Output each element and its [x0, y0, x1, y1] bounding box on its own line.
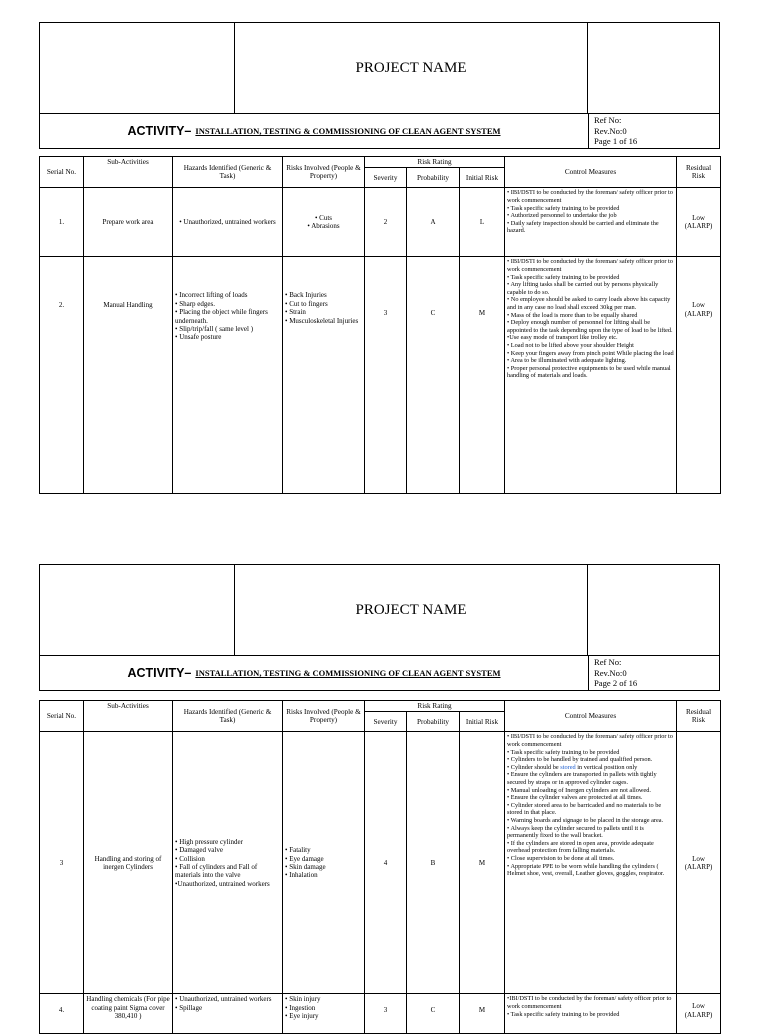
col-hazards: Hazards Identified (Generic & Task) — [173, 701, 283, 732]
risk-assessment-table-page2 — [39, 700, 721, 1034]
list-item: •Unauthorized, untrained workers — [175, 879, 270, 888]
logo-cell-right — [587, 23, 719, 113]
col-risk-rating: Risk Rating — [365, 701, 505, 712]
activity-cell: Handling and storing of inergen Cylinders — [84, 732, 173, 994]
risks-cell — [283, 732, 365, 994]
list-item: • Collision — [175, 854, 205, 863]
ref-no: Ref No: — [594, 657, 622, 668]
highlighted-word: stored — [560, 763, 576, 771]
document-ref-block — [588, 114, 719, 148]
risks-cell — [283, 188, 365, 257]
page-number: Page 1 of 16 — [594, 136, 638, 147]
severity-cell: 3 — [365, 257, 407, 494]
col-severity: Severity — [365, 168, 407, 188]
list-item: • Any lifting tasks shall be carried out by persons physically capable to do so. — [507, 281, 659, 296]
list-item: • Task specific safety training to be provided — [507, 1010, 620, 1018]
activity-label: ACTIVITY– — [127, 124, 192, 138]
activity-cell: Manual Handling — [84, 257, 173, 494]
logo-cell-left — [40, 565, 235, 655]
table-row — [40, 732, 721, 994]
probability-cell: C — [407, 994, 460, 1034]
list-item: • Manual unloading of Inergen cylinders are not allowed. — [507, 786, 651, 794]
col-risks: Risks Involved (People & Property) — [283, 157, 365, 188]
list-item: • IBI/DSTI to be conducted by the foreman/ safety officer prior to work commencement — [507, 258, 673, 273]
list-item: • Task specific safety training to be provided — [507, 748, 620, 756]
col-probability: Probability — [407, 712, 460, 732]
list-item: • Ensure the cylinders are transported in pallets with tightly secured by straps or in approved cylinder cages. — [507, 771, 657, 786]
col-sub-activities: Sub-Activities — [84, 701, 173, 732]
table-row — [40, 994, 721, 1034]
initial-risk-cell: M — [460, 994, 505, 1034]
serial-cell: 2. — [40, 257, 84, 494]
probability-cell: C — [407, 257, 460, 494]
list-item: • Authorized personnel to undertake the job — [507, 212, 617, 220]
activity-description: INSTALLATION, TESTING & COMMISSIONING OF CLEAN AGENT SYSTEM — [195, 668, 501, 678]
activity-cell: Handling chemicals (For pipe coating paint Sigma cover 380,410 ) — [84, 994, 173, 1034]
list-item: • Skin damage — [285, 862, 326, 871]
list-item: • Fatality — [285, 846, 311, 855]
list-item: • Eye injury — [285, 1012, 319, 1021]
list-item: • Fall of cylinders and Fall of materials into the valve — [175, 862, 258, 880]
list-item: • Deploy enough number of personnel for lifting shall be appointed to the task depending upon the type of load to be lifted. — [507, 319, 673, 334]
list-item: •Use easy mode of transport like trolley etc. — [507, 334, 618, 342]
list-item: • IBI/DSTI to be conducted by the foreman/ safety officer prior to work commencement — [507, 733, 673, 748]
list-item: • Close supervision to be done at all times. — [507, 854, 615, 862]
list-item: • Unauthorized, untrained workers — [179, 218, 276, 227]
page-number: Page 2 of 16 — [594, 678, 638, 689]
list-item: • Musculoskeletal Injuries — [285, 316, 359, 325]
col-severity: Severity — [365, 712, 407, 732]
list-item: • Area to be illuminated with adequate lighting. — [507, 357, 627, 365]
serial-cell: 3 — [40, 732, 84, 994]
residual-risk-cell: Low (ALARP) — [677, 188, 721, 257]
list-item: • Load not to be lifted above your shoulder Height — [507, 341, 634, 349]
list-item: • Unauthorized, untrained workers — [175, 995, 272, 1004]
col-initial-risk: Initial Risk — [460, 168, 505, 188]
severity-cell: 3 — [365, 994, 407, 1034]
list-item: • Cylinder stored area to be barricaded and no materials to be stored in that place. — [507, 801, 662, 817]
col-residual-risk: Residual Risk — [677, 701, 721, 732]
list-item: • Skin injury — [285, 995, 321, 1004]
list-item: • Keep your fingers away from pinch point While placing the load — [507, 349, 674, 357]
controls-cell — [505, 994, 677, 1034]
col-risk-rating: Risk Rating — [365, 157, 505, 168]
activity-cell: Prepare work area — [84, 188, 173, 257]
col-sub-activities: Sub-Activities — [84, 157, 173, 188]
controls-cell — [505, 732, 677, 994]
list-item: • Warning boards and signage to be placed in the storage area. — [507, 816, 664, 824]
list-item: • Ensure the cylinder valves are protected at all times. — [507, 794, 643, 802]
col-serial: Serial No. — [40, 701, 84, 732]
hazards-cell — [173, 188, 283, 257]
list-item: • High pressure cylinder — [175, 837, 243, 846]
list-item: • Back Injuries — [285, 291, 327, 300]
project-name: PROJECT NAME — [355, 601, 467, 618]
page2-header — [39, 564, 720, 691]
list-item: • Eye damage — [285, 854, 324, 863]
risks-cell — [283, 994, 365, 1034]
list-item: • Inhalation — [285, 871, 318, 880]
list-item: • Strain — [285, 308, 306, 317]
col-risks: Risks Involved (People & Property) — [283, 701, 365, 732]
list-item: • Task specific safety training to be provided — [507, 204, 620, 212]
list-item: • Cylinders to be handled by trained and qualified person. — [507, 756, 653, 764]
list-item: • Damaged valve — [175, 846, 223, 855]
list-item: • Abrasions — [307, 222, 340, 231]
table-row — [40, 188, 721, 257]
ref-no: Ref No: — [594, 115, 622, 126]
severity-cell: 4 — [365, 732, 407, 994]
col-probability: Probability — [407, 168, 460, 188]
probability-cell: A — [407, 188, 460, 257]
hazards-cell — [173, 257, 283, 494]
col-control-measures: Control Measures — [505, 701, 677, 732]
controls-cell — [505, 188, 677, 257]
rev-no: Rev.No:0 — [594, 125, 627, 136]
page1-header — [39, 22, 720, 149]
document-ref-block — [588, 656, 719, 690]
list-item: • Mass of the load is more than to be equally shared — [507, 311, 638, 319]
controls-cell — [505, 257, 677, 494]
serial-cell: 1. — [40, 188, 84, 257]
list-item: • Cut to fingers — [285, 299, 328, 308]
col-residual-risk: Residual Risk — [677, 157, 721, 188]
table-row — [40, 257, 721, 494]
logo-cell-left — [40, 23, 235, 113]
col-hazards: Hazards Identified (Generic & Task) — [173, 157, 283, 188]
hazards-cell — [173, 994, 283, 1034]
list-item: • Task specific safety training to be provided — [507, 273, 620, 281]
list-item: • Spillage — [175, 1003, 203, 1012]
rev-no: Rev.No:0 — [594, 667, 627, 678]
initial-risk-cell: L — [460, 188, 505, 257]
list-item: • Unsafe posture — [175, 333, 222, 342]
col-control-measures: Control Measures — [505, 157, 677, 188]
list-item: • Cylinder should be stored in vertical position only — [507, 763, 638, 771]
risks-cell — [283, 257, 365, 494]
list-item: • Daily safety inspection should be carried and eliminate the hazard. — [507, 219, 659, 235]
residual-risk-cell: Low (ALARP) — [677, 994, 721, 1034]
initial-risk-cell: M — [460, 257, 505, 494]
activity-label: ACTIVITY– — [127, 666, 192, 680]
serial-cell: 4. — [40, 994, 84, 1034]
residual-risk-cell: Low (ALARP) — [677, 732, 721, 994]
list-item: • Appropriate PPE to be worn while handling the cylinders ( Helmet shoe, vest, overall, Leather gloves, goggles, respirator. — [507, 862, 665, 878]
list-item: •IBI/DSTI to be conducted by the foreman/ safety officer prior to work commencement — [507, 995, 672, 1010]
risk-assessment-table-page1 — [39, 156, 721, 494]
list-item: • Sharp edges. — [175, 299, 215, 308]
residual-risk-cell: Low (ALARP) — [677, 257, 721, 494]
list-item: • No employee should be asked to carry loads above his capacity and in any case no load shall exceed 30kg per man. — [507, 296, 671, 311]
list-item: • Cuts — [314, 214, 333, 222]
activity-description: INSTALLATION, TESTING & COMMISSIONING OF CLEAN AGENT SYSTEM — [195, 126, 501, 136]
logo-cell-right — [587, 565, 719, 655]
list-item: • Always keep the cylinder secured to pallets until it is permanently fixed to the wall bracket. — [507, 824, 644, 840]
list-item: • Placing the object while fingers underneath. — [175, 308, 268, 325]
list-item: • Ingestion — [285, 1003, 316, 1012]
col-initial-risk: Initial Risk — [460, 712, 505, 732]
list-item: • Incorrect lifting of loads — [175, 291, 248, 300]
initial-risk-cell: M — [460, 732, 505, 994]
project-name: PROJECT NAME — [355, 59, 467, 76]
list-item: • If the cylinders are stored in open area, provide adequate overhead protection from falling materials. — [507, 839, 654, 855]
col-serial: Serial No. — [40, 157, 84, 188]
list-item: • Proper personal protective equipments to be used while manual handling of materials and loads. — [507, 364, 671, 380]
list-item: • Slip/trip/fall ( same level ) — [175, 325, 254, 334]
hazards-cell — [173, 732, 283, 994]
probability-cell: B — [407, 732, 460, 994]
severity-cell: 2 — [365, 188, 407, 257]
list-item: • IBI/DSTI to be conducted by the foreman/ safety officer prior to work commencement — [507, 189, 673, 204]
